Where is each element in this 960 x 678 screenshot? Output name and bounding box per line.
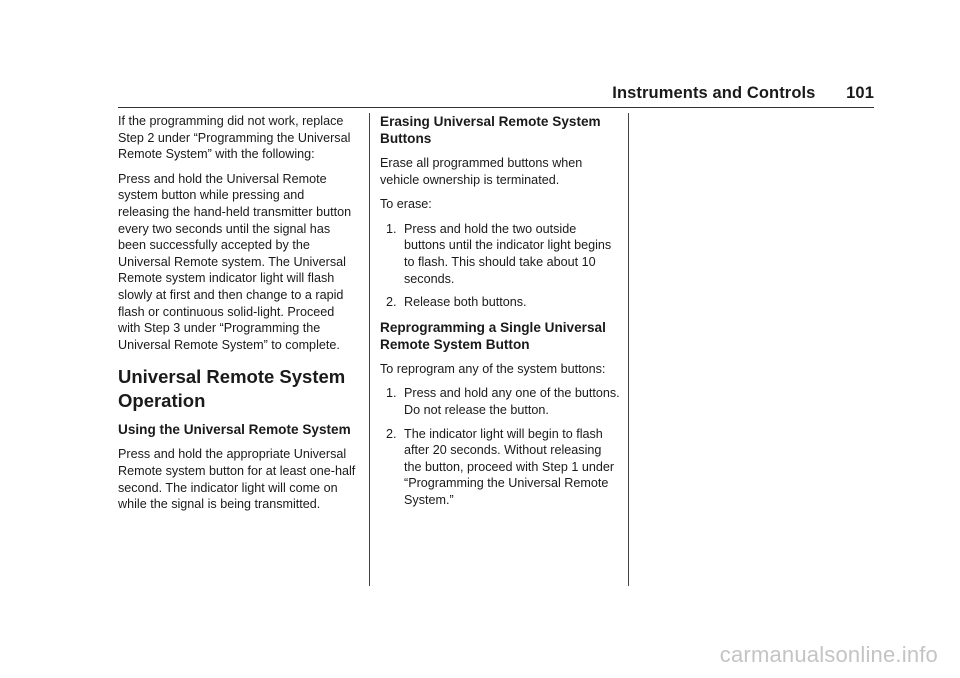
header-section-title: Instruments and Controls xyxy=(612,84,816,102)
step-text: Release both buttons. xyxy=(404,295,527,310)
column-1 xyxy=(118,113,358,521)
list-item xyxy=(380,221,620,287)
paragraph-erase-all: Erase all programmed buttons when vehicle ownership is terminated. xyxy=(380,156,583,187)
step-text: The indicator light will begin to flash after 20 seconds. Without releasing the button, proceed with Step 1 under “Programming the Universal Remote System.” xyxy=(404,426,615,507)
paragraph-to-reprogram: To reprogram any of the system buttons: xyxy=(380,361,606,376)
paragraph-press-and-hold: Press and hold the Universal Remote system button while pressing and releasing the hand-held transmitter button every two seconds until the signal has been successfully accepted by the Universal Remote system. The Universal Remote system indicator light will flash slowly at first and then change to a rapid flash or continuous solid-light. Proceed with Step 3 under “Programming the Universal Remote System” to complete. xyxy=(118,171,352,352)
heading-using-universal-remote: Using the Universal Remote System xyxy=(118,422,351,438)
step-number: 1. xyxy=(386,386,397,401)
column-divider-1 xyxy=(369,113,370,586)
step-number: 2. xyxy=(386,426,397,441)
header-rule xyxy=(118,107,874,108)
step-text: Press and hold the two outside buttons until the indicator light begins to flash. This should take about 10 seconds. xyxy=(404,221,612,286)
heading-reprogramming-button: Reprogramming a Single Universal Remote System Button xyxy=(380,319,606,352)
step-text: Press and hold any one of the buttons. Do not release the button. xyxy=(404,386,620,417)
column-divider-2 xyxy=(628,113,629,586)
heading-universal-remote-operation: Universal Remote System Operation xyxy=(118,366,346,412)
header-page-number: 101 xyxy=(846,84,874,102)
site-watermark: carmanualsonline.info xyxy=(719,642,938,667)
erase-steps-list xyxy=(380,221,620,311)
reprogram-steps-list xyxy=(380,385,620,508)
step-number: 2. xyxy=(386,295,397,310)
column-2 xyxy=(380,113,620,517)
running-header xyxy=(612,84,874,103)
list-item xyxy=(380,426,620,509)
step-number: 1. xyxy=(386,221,397,236)
paragraph-using-universal-remote: Press and hold the appropriate Universal Remote system button for at least one-half second. The indicator light will come on while the signal is being transmitted. xyxy=(118,447,356,512)
paragraph-to-erase: To erase: xyxy=(380,197,432,212)
list-item xyxy=(380,294,620,311)
heading-erasing-buttons: Erasing Universal Remote System Buttons xyxy=(380,114,601,146)
paragraph-programming-failed: If the programming did not work, replace Step 2 under “Programming the Universal Remote System” with the following: xyxy=(118,114,351,162)
list-item xyxy=(380,385,620,418)
